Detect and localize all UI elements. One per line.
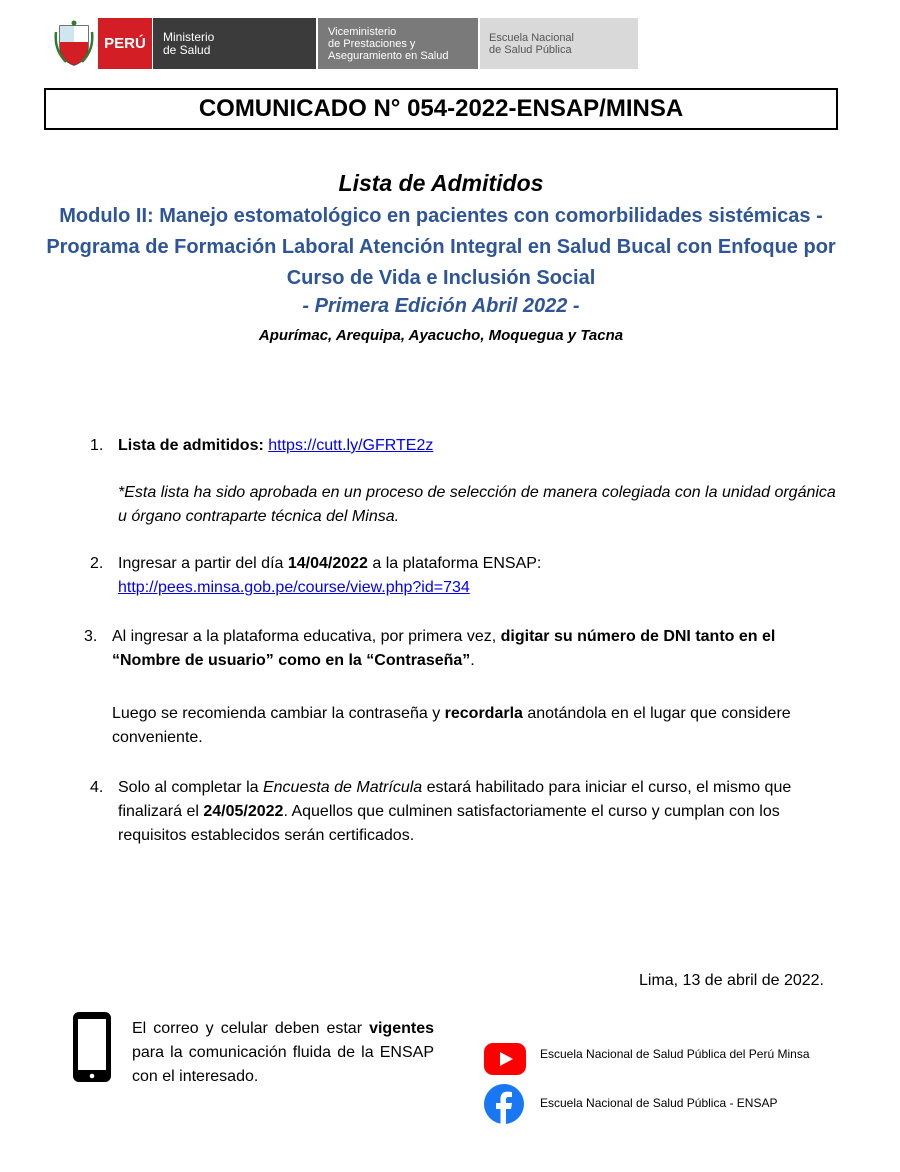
peru-label: PERÚ <box>104 35 146 52</box>
item-4-text-mid: estará habilitado para iniciar el curso, el mismo que finalizará el <box>118 779 792 820</box>
item-1 <box>118 434 838 458</box>
item-3-text-after: . <box>470 652 475 669</box>
item-4 <box>118 776 834 848</box>
platform-link[interactable]: http://pees.minsa.gob.pe/course/view.php?id=734 <box>118 579 470 596</box>
contact-bold: vigentes <box>369 1020 434 1037</box>
item-3 <box>112 625 828 673</box>
school-logo-box <box>480 18 638 69</box>
item-4-text-before: Solo al completar la <box>118 779 263 796</box>
edition-title: - Primera Edición Abril 2022 - <box>302 295 580 317</box>
facebook-page-label[interactable]: Escuela Nacional de Salud Pública - ENSAP <box>540 1096 778 1110</box>
peru-logo-box <box>98 18 152 69</box>
item-3-p2-after: anotándola en el lugar que considere conveniente. <box>112 705 791 746</box>
admitted-list-link[interactable]: https://cutt.ly/GFRTE2z <box>268 437 434 454</box>
contact-notice <box>132 1017 434 1089</box>
item-2-number: 2. <box>90 555 104 572</box>
vice-ministry-logo-box <box>318 18 478 69</box>
item-3-paragraph-2 <box>112 702 828 750</box>
item-2-text-after: a la plataforma ENSAP: <box>367 555 542 572</box>
item-3-p2-bold: recordarla <box>444 705 523 722</box>
facebook-icon[interactable] <box>484 1084 524 1124</box>
item-3-p2-before: Luego se recomienda cambiar la contraseña y <box>112 705 445 722</box>
item-3-text-before: Al ingresar a la plataforma educativa, por primera vez, <box>112 628 501 645</box>
item-3-number: 3. <box>84 628 98 645</box>
list-title: Lista de Admitidos <box>338 170 544 196</box>
phone-icon <box>71 1010 113 1084</box>
item-2-text-before: Ingresar a partir del día <box>118 555 288 572</box>
item-4-italic: Encuesta de Matrícula <box>262 779 423 796</box>
youtube-channel-label[interactable]: Escuela Nacional de Salud Pública del Perú Minsa <box>540 1047 810 1061</box>
item-2-date: 14/04/2022 <box>287 555 368 572</box>
contact-before: El correo y celular deben estar <box>132 1020 370 1037</box>
vice-ministry-label: Viceministerio de Prestaciones y Aseguramiento en Salud <box>328 25 449 62</box>
module-title: Modulo II: Manejo estomatológico en pacientes con comorbilidades sistémicas - Programa de Formación Laboral Atención Integral en Salud Bucal con Enfoque por Curso de Vida e Inclusión Social <box>46 205 836 289</box>
item-4-number: 4. <box>90 779 104 796</box>
place-date-signature: Lima, 13 de abril de 2022. <box>638 972 824 989</box>
item-3-bold: digitar su número de DNI tanto en el “Nombre de usuario” como en la “Contraseña” <box>112 628 776 669</box>
item-4-text-after: . Aquellos que culminen satisfactoriamente el curso y cumplan con los requisitos establecidos serán certificados. <box>118 803 780 844</box>
item-1-number: 1. <box>90 437 104 454</box>
item-1-note: *Esta lista ha sido aprobada en un proceso de selección de manera colegiada con la unidad orgánica u órgano contraparte técnica del Minsa. <box>118 484 836 525</box>
communique-title: COMUNICADO N° 054-2022-ENSAP/MINSA <box>198 95 684 122</box>
peru-shield-icon <box>54 20 94 66</box>
ministry-logo-box <box>153 18 316 69</box>
youtube-icon[interactable] <box>483 1042 527 1076</box>
item-4-date: 24/05/2022 <box>203 803 284 820</box>
contact-after: para la comunicación fluida de la ENSAP con el interesado. <box>132 1044 434 1085</box>
ministry-label: Ministerio de Salud <box>163 29 215 57</box>
communique-title-box <box>44 88 838 130</box>
regions-text: Apurímac, Arequipa, Ayacucho, Moquegua y Tacna <box>258 327 624 344</box>
item-2 <box>118 552 838 600</box>
school-label: Escuela Nacional de Salud Pública <box>489 31 574 56</box>
item-1-label: Lista de admitidos: <box>118 437 264 454</box>
